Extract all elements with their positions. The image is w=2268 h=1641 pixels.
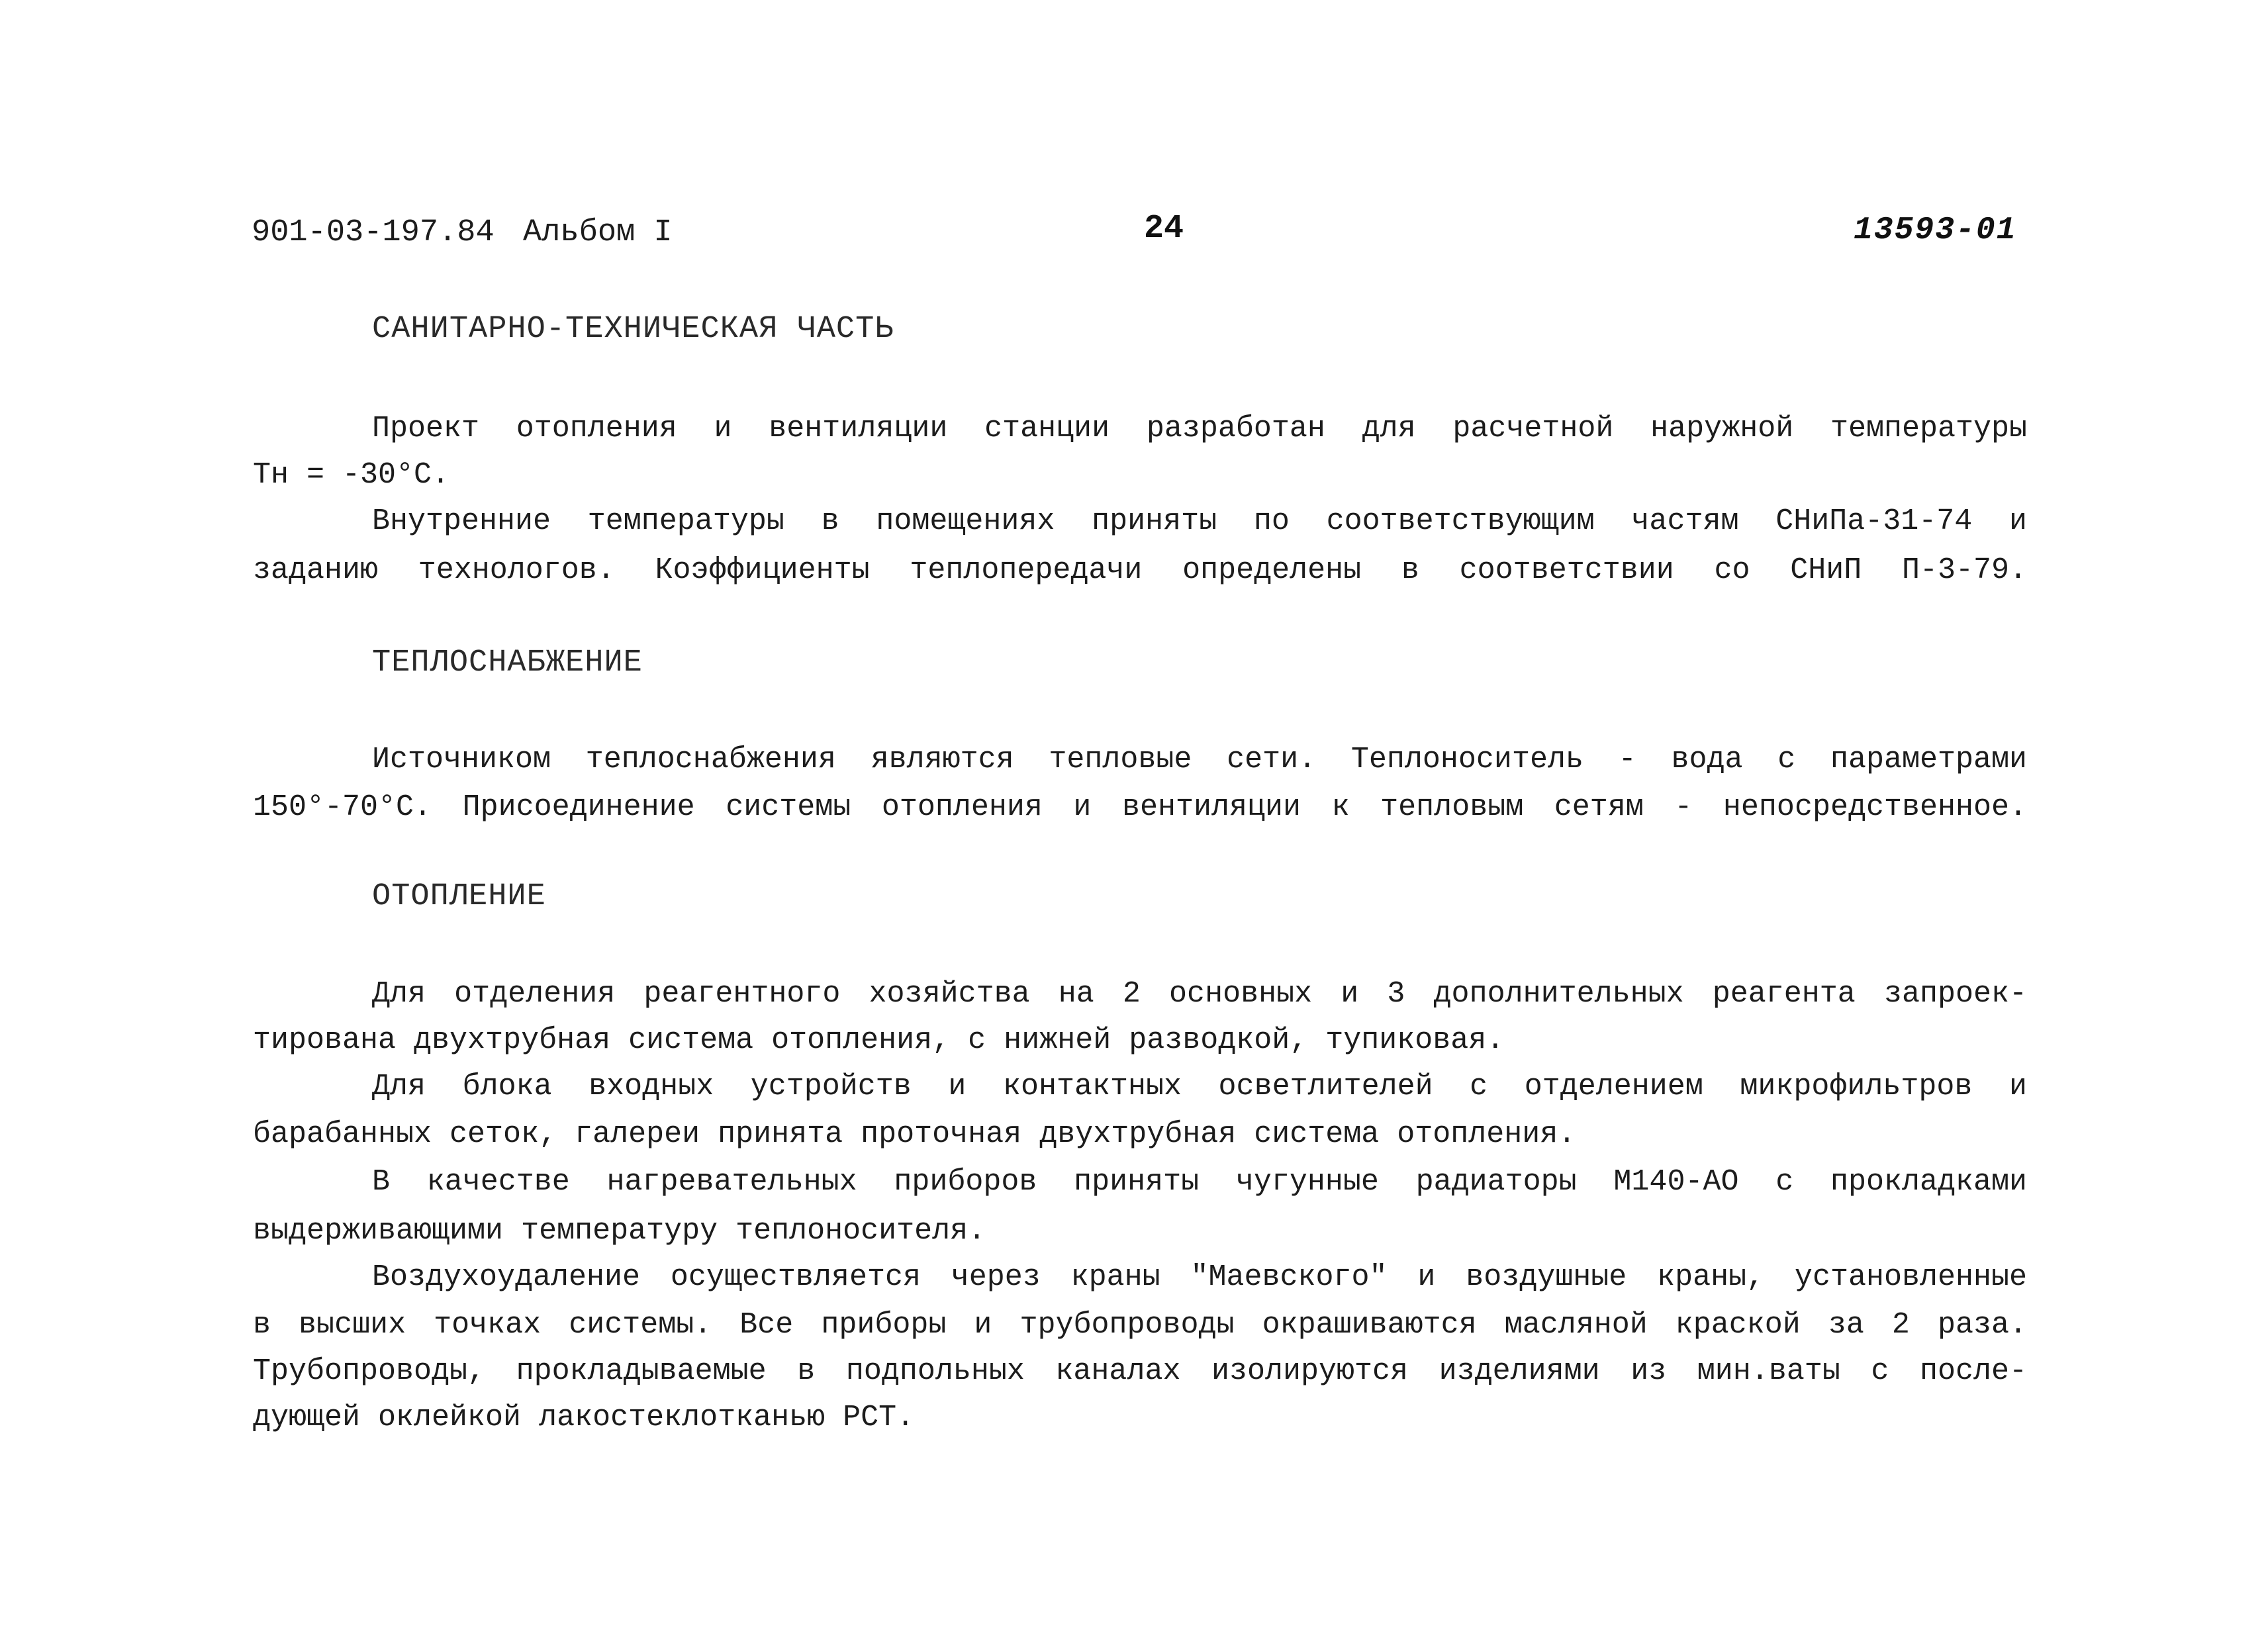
paragraph-line: Внутренние температуры в помещениях приняты по соответствующим частям СНиПа-31-74 и [372,504,2027,538]
paragraph-line: в высших точках системы. Все приборы и трубопроводы окрашиваются масляной краской за 2 раза. [253,1308,2027,1342]
paragraph-line: Трубопроводы, прокладываемые в подпольных каналах изолируются изделиями из мин.ваты с после- [253,1354,2027,1388]
paragraph-line: выдерживающими температуру теплоносителя. [253,1214,986,1248]
paragraph-line: 150°-70°С. Присоединение системы отопления и вентиляции к тепловым сетям - непосредственное. [253,790,2027,824]
paragraph-line: заданию технологов. Коэффициенты теплопередачи определены в соответствии со СНиП П-3-79. [253,553,2027,587]
paragraph-line: Источником теплоснабжения являются тепловые сети. Теплоноситель - вода с параметрами [372,743,2027,776]
document-code: 901-03-197.84 [252,215,495,250]
paragraph-line: Тн = -30°С. [253,458,450,492]
paragraph-line: В качестве нагревательных приборов приняты чугунные радиаторы М140-АО с прокладками [372,1165,2027,1199]
paragraph-line: Для отделения реагентного хозяйства на 2 основных и 3 дополнительных реагента запроек- [372,977,2027,1011]
paragraph-line: Для блока входных устройств и контактных осветлителей с отделением микрофильтров и [372,1070,2027,1103]
section-title-heating: ОТОПЛЕНИЕ [372,879,546,914]
paragraph-line: дующей оклейкой лакостеклотканью РСТ. [253,1401,915,1434]
album-label: Альбом I [523,215,673,250]
section-title-sanitary: САНИТАРНО-ТЕХНИЧЕСКАЯ ЧАСТЬ [372,312,894,347]
paragraph-line: тирована двухтрубная система отопления, с нижней разводкой, тупиковая. [253,1023,1505,1057]
paragraph-line: барабанных сеток, галереи принята проточная двухтрубная система отопления. [253,1117,1576,1151]
paragraph-line: Воздухоудаление осуществляется через краны "Маевского" и воздушные краны, установленные [372,1260,2027,1294]
paragraph-line: Проект отопления и вентиляции станции разработан для расчетной наружной температуры [372,412,2027,445]
inventory-number: 13593-01 [1854,212,2017,248]
section-title-heat-supply: ТЕПЛОСНАБЖЕНИЕ [372,645,643,680]
page-number: 24 [1144,210,1184,248]
